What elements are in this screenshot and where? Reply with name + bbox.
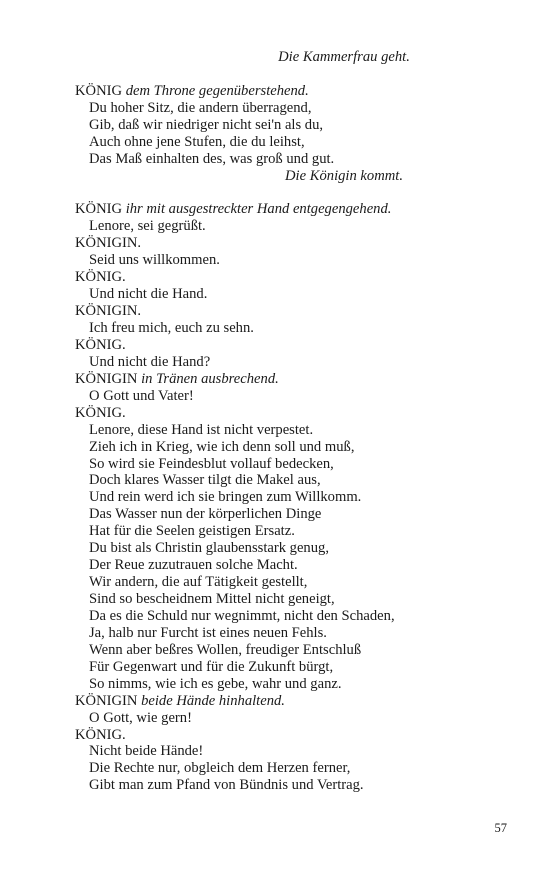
verse-line: Gib, daß wir niedriger nicht sei'n als du, <box>89 116 324 133</box>
verse-line: Wenn aber beßres Wollen, freudiger Entschluß <box>89 641 362 658</box>
verse-line: Das Maß einhalten des, was groß und gut. <box>89 150 335 167</box>
speaker-line <box>75 235 495 252</box>
verse-line: So wird sie Feindesblut vollauf bedecken, <box>89 455 334 472</box>
speaker-name: KÖNIGIN. <box>75 235 142 252</box>
speaker-line <box>75 693 495 710</box>
verse-line: Sind so bescheidnem Mittel nicht geneigt, <box>89 591 335 607</box>
verse-line: Da es die Schuld nur wegnimmt, nicht den Schaden, <box>89 607 395 624</box>
stage-direction: in Tränen ausbrechend. <box>141 370 279 387</box>
speaker-line <box>75 337 495 354</box>
verse-line: Der Reue zuzutrauen solche Macht. <box>89 557 298 574</box>
verse-line: Zieh ich in Krieg, wie ich denn soll und muß, <box>89 438 355 455</box>
drama-text <box>75 49 495 794</box>
verse-line: Gibt man zum Pfand von Bündnis und Vertrag. <box>89 777 364 794</box>
verse-line: Nicht beide Hände! <box>89 743 204 760</box>
verse-line: Seid uns willkommen. <box>89 252 220 269</box>
verse-line: Auch ohne jene Stufen, die du leihst, <box>89 133 305 150</box>
speaker-name: KÖNIGIN <box>75 370 138 387</box>
speaker-name: KÖNIG. <box>75 404 126 421</box>
verse-line: Wir andern, die auf Tätigkeit gestellt, <box>89 574 308 591</box>
verse-line: So nimms, wie ich es gebe, wahr und ganz. <box>89 675 342 692</box>
speaker-line <box>75 303 495 320</box>
stage-direction-kammerfrau: Die Kammerfrau geht. <box>278 49 410 65</box>
stage-direction-koenigin: Die Königin kommt. <box>285 167 403 184</box>
verse-line: Lenore, diese Hand ist nicht verpestet. <box>89 421 314 438</box>
verse-line: Die Rechte nur, obgleich dem Herzen ferner, <box>89 760 351 777</box>
stage-direction: ihr mit ausgestreckter Hand entgegengehend. <box>125 201 392 218</box>
verse-line: Du bist als Christin glaubensstark genug, <box>89 540 329 557</box>
page-number: 57 <box>494 821 507 835</box>
verse-line: O Gott und Vater! <box>89 387 194 404</box>
speaker-line <box>75 83 495 100</box>
verse-line: Ja, halb nur Furcht ist eines neuen Fehls. <box>89 624 327 641</box>
verse-line: Hat für die Seelen geistigen Ersatz. <box>89 523 295 540</box>
blank-line <box>75 185 495 202</box>
verse-line: Und nicht die Hand? <box>89 353 211 370</box>
blank-line <box>75 66 495 83</box>
verse-line: Du hoher Sitz, die andern überragend, <box>89 99 312 116</box>
stage-direction: dem Throne gegenüberstehend. <box>125 82 309 99</box>
speaker-line <box>75 727 495 744</box>
verse-line: Doch klares Wasser tilgt die Makel aus, <box>89 472 321 489</box>
speaker-name: KÖNIG. <box>75 726 126 743</box>
speaker-name: KÖNIGIN. <box>75 303 142 320</box>
speaker-line <box>75 201 495 218</box>
speaker-line <box>75 371 495 388</box>
verse-line: Und rein werd ich sie bringen zum Willkomm. <box>89 489 362 506</box>
speaker-line <box>75 405 495 422</box>
speaker-name: KÖNIGIN <box>75 692 138 709</box>
speaker-name: KÖNIG <box>75 201 123 218</box>
verse-line: Das Wasser nun der körperlichen Dinge <box>89 506 322 523</box>
verse-line: Für Gegenwart und für die Zukunft bürgt, <box>89 658 334 675</box>
verse-line: O Gott, wie gern! <box>89 709 192 726</box>
speaker-name: KÖNIG. <box>75 269 126 286</box>
verse-line: Lenore, sei gegrüßt. <box>89 218 206 235</box>
speaker-line <box>75 269 495 286</box>
speaker-name: KÖNIG <box>75 82 123 99</box>
speaker-name: KÖNIG. <box>75 336 126 353</box>
verse-line: Ich freu mich, euch zu sehn. <box>89 320 254 336</box>
stage-direction: beide Hände hinhaltend. <box>141 692 285 709</box>
verse-line: Und nicht die Hand. <box>89 286 208 303</box>
